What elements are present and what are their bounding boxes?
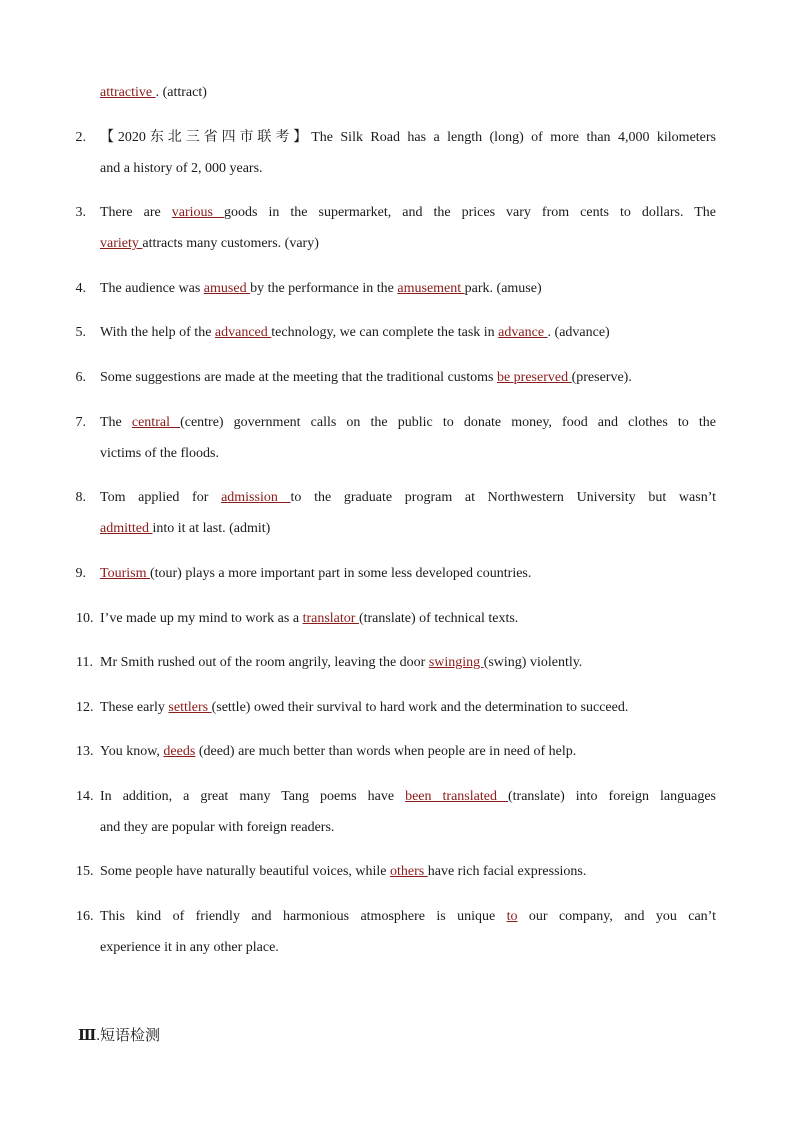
q12-line-1: These early settlers (settle) owed their survival to hard work and the determination to succeed.: [100, 700, 629, 715]
answer-blank: advanced: [214, 325, 272, 340]
section-heading: Ⅲ.短语检测: [78, 1028, 161, 1044]
question-number: 15.: [76, 864, 94, 879]
answer-blank: swinging: [428, 655, 484, 670]
question-number: 7.: [75, 415, 86, 430]
question-number: 10.: [76, 611, 94, 626]
q13-line-1: You know, deeds (deed) are much better than words when people are in need of help.: [100, 744, 577, 759]
answer-blank: attractive: [100, 85, 156, 100]
q11-line-1: Mr Smith rushed out of the room angrily, leaving the door swinging (swing) violently.: [100, 655, 583, 670]
q3-line-1: There are various goods in the supermarket, and the prices vary from cents to dollars. The: [100, 205, 716, 220]
q14-line-1: In addition, a great many Tang poems have been translated (translate) into foreign languages: [100, 789, 716, 804]
question-number: 11.: [76, 655, 93, 670]
answer-blank: admitted: [100, 521, 153, 536]
question-number: 8.: [75, 490, 86, 505]
question-number: 4.: [75, 281, 86, 296]
q10-line-1: I’ve made up my mind to work as a translator (translate) of technical texts.: [100, 611, 519, 626]
question-number: 12.: [76, 700, 94, 715]
q14-line-2: and they are popular with foreign readers.: [100, 820, 335, 835]
answer-blank: amusement: [397, 281, 465, 296]
answer-blank: amused: [203, 281, 251, 296]
q2-line-1: 【2020东北三省四市联考】The Silk Road has a length (long) of more than 4,000 kilometers: [100, 130, 716, 145]
question-number: 3.: [75, 205, 86, 220]
q16-line-1: This kind of friendly and harmonious atmosphere is unique to our company, and you can’t: [100, 909, 716, 924]
q9-line-1: Tourism (tour) plays a more important part in some less developed countries.: [100, 566, 532, 581]
q15-line-1: Some people have naturally beautiful voices, while others have rich facial expressions.: [100, 864, 587, 879]
question-number: 14.: [76, 789, 94, 804]
answer-blank: advance: [498, 325, 548, 340]
answer-blank: admission: [221, 490, 291, 505]
answer-blank: to: [506, 909, 518, 924]
answer-blank: others: [390, 864, 428, 879]
answer-blank: settlers: [168, 700, 212, 715]
q16-line-2: experience it in any other place.: [100, 940, 279, 955]
answer-blank: variety: [100, 236, 143, 251]
answer-blank: translator: [302, 611, 359, 626]
q8-line-2: admitted into it at last. (admit): [100, 521, 271, 536]
q7-line-1: The central (centre) government calls on the public to donate money, food and clothes to the: [100, 415, 716, 430]
answer-blank: been translated: [405, 789, 508, 804]
q1-line-2: attractive . (attract): [100, 85, 207, 100]
question-number: 6.: [75, 370, 86, 385]
q5-line-1: With the help of the advanced technology, we can complete the task in advance . (advance): [100, 325, 610, 340]
question-number: 13.: [76, 744, 94, 759]
question-number: 2.: [75, 130, 86, 145]
question-number: 5.: [75, 325, 86, 340]
question-number: 16.: [76, 909, 94, 924]
q7-line-2: victims of the floods.: [100, 446, 219, 461]
answer-blank: deeds: [163, 744, 196, 759]
q3-line-2: variety attracts many customers. (vary): [100, 236, 319, 251]
q2-line-2: and a history of 2, 000 years.: [100, 161, 263, 176]
q4-line-1: The audience was amused by the performance in the amusement park. (amuse): [100, 281, 542, 296]
question-number: 9.: [75, 566, 86, 581]
answer-blank: be preserved: [496, 370, 572, 385]
answer-blank: central: [131, 415, 181, 430]
answer-blank: various: [171, 205, 225, 220]
answer-blank: Tourism: [100, 566, 150, 581]
q6-line-1: Some suggestions are made at the meeting that the traditional customs be preserved (preserve).: [100, 370, 632, 385]
q8-line-1: Tom applied for admission to the graduate program at Northwestern University but wasn’t: [100, 490, 717, 505]
